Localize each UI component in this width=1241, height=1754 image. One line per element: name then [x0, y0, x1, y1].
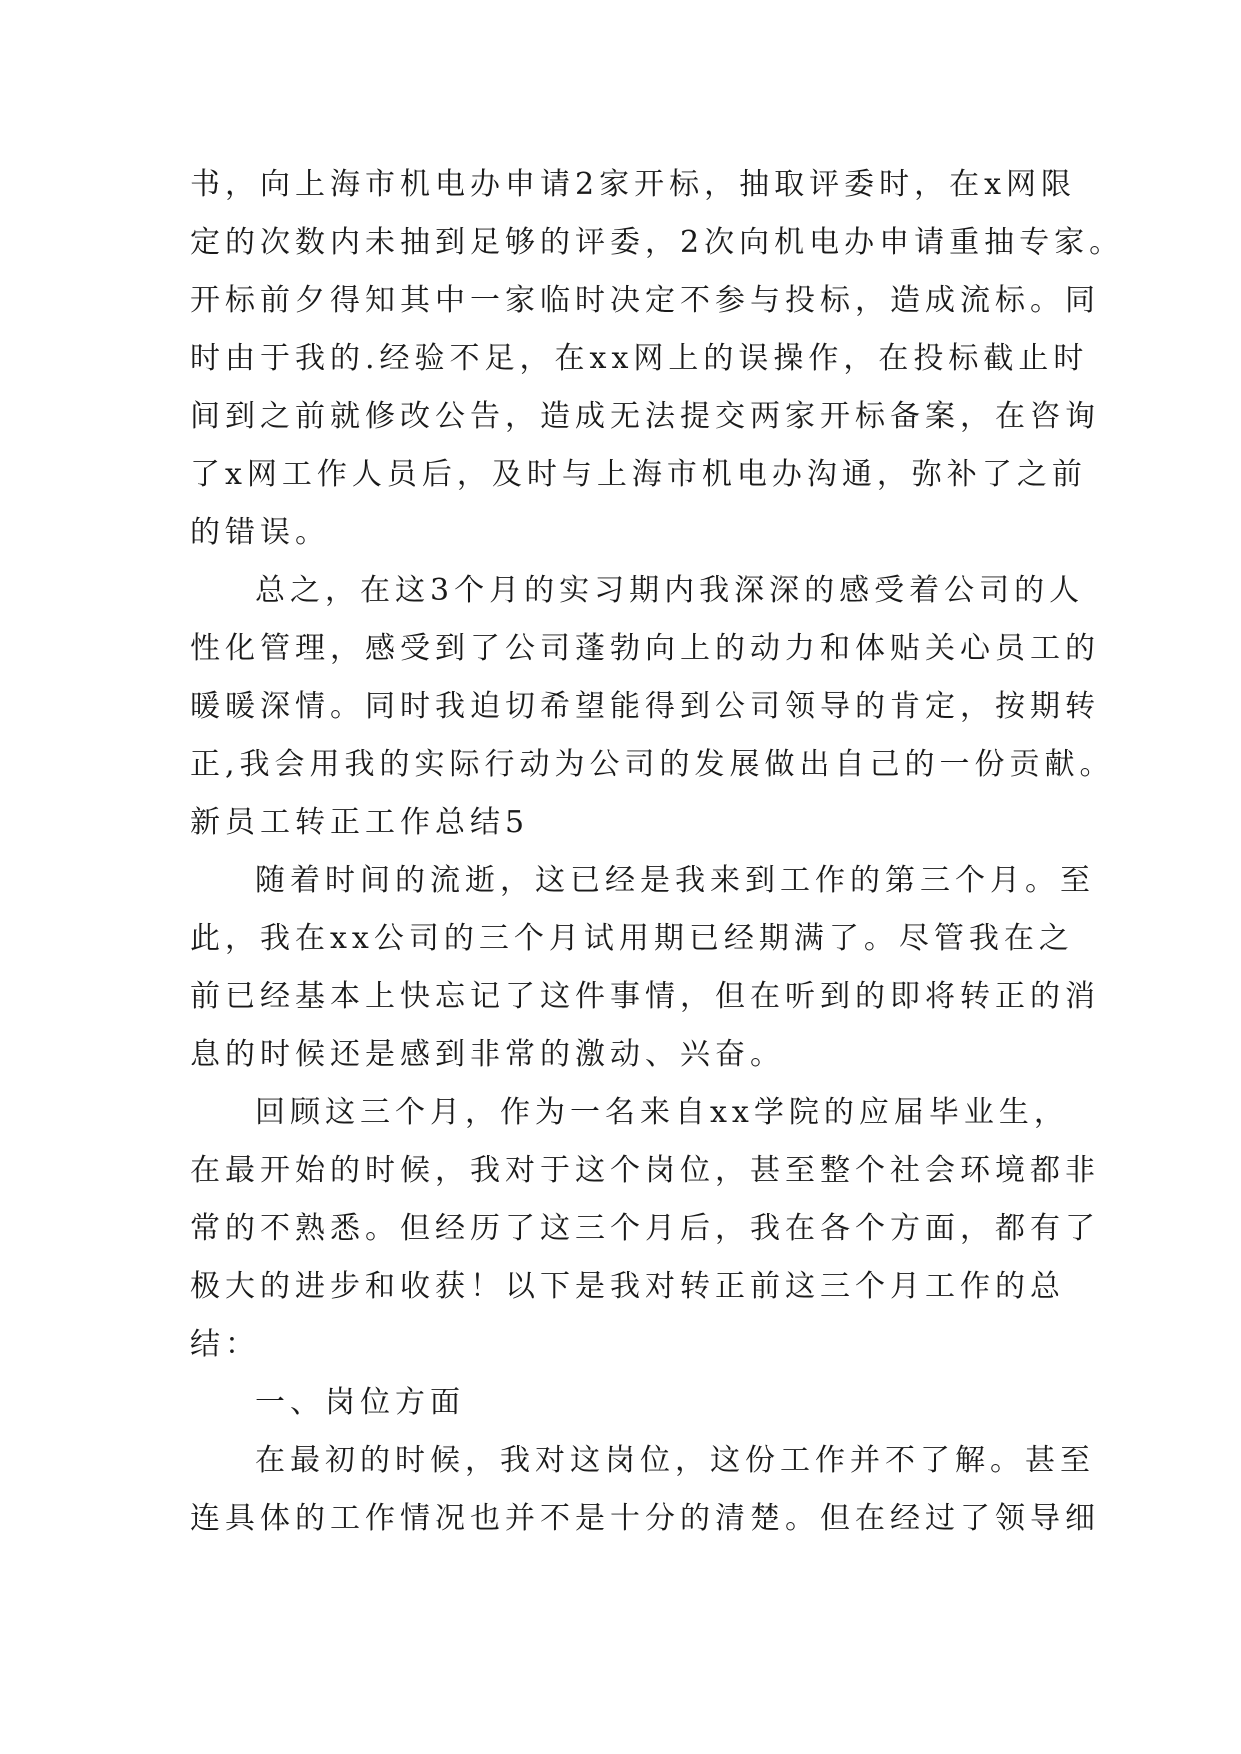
text-line: 前已经基本上快忘记了这件事情，但在听到的即将转正的消: [190, 979, 1100, 1014]
text-line: 书，向上海市机电办申请2家开标，抽取评委时，在x网限: [190, 167, 1077, 202]
text-line: 间到之前就修改公告，造成无法提交两家开标备案，在咨询: [190, 399, 1100, 434]
text-line: 性化管理，感受到了公司蓬勃向上的动力和体贴关心员工的: [190, 631, 1100, 666]
text-line: 结：: [190, 1327, 260, 1362]
text-line: 极大的进步和收获！以下是我对转正前这三个月工作的总: [190, 1269, 1065, 1304]
subsection-heading: 一、岗位方面: [255, 1385, 465, 1420]
paragraph-first-line: 随着时间的流逝，这已经是我来到工作的第三个月。至: [255, 863, 1095, 898]
section-title: 新员工转正工作总结5: [190, 805, 530, 840]
paragraph-first-line: 回顾这三个月，作为一名来自xx学院的应届毕业生，: [255, 1095, 1069, 1130]
text-line: 连具体的工作情况也并不是十分的清楚。但在经过了领导细: [190, 1501, 1100, 1536]
text-line: 暖暖深情。同时我迫切希望能得到公司领导的肯定，按期转: [190, 689, 1100, 724]
text-line: 此，我在xx公司的三个月试用期已经期满了。尽管我在之: [190, 921, 1074, 956]
text-line: 开标前夕得知其中一家临时决定不参与投标，造成流标。同: [190, 283, 1100, 318]
paragraph-first-line: 总之，在这3个月的实习期内我深深的感受着公司的人: [255, 573, 1085, 608]
text-line: 时由于我的.经验不足，在xx网上的误操作，在投标截止时: [190, 341, 1089, 376]
text-line: 常的不熟悉。但经历了这三个月后，我在各个方面，都有了: [190, 1211, 1100, 1246]
text-line: 息的时候还是感到非常的激动、兴奋。: [190, 1037, 785, 1072]
text-line: 定的次数内未抽到足够的评委，2次向机电办申请重抽专家。: [190, 225, 1125, 260]
text-line: 的错误。: [190, 515, 330, 550]
text-line: 了x网工作人员后，及时与上海市机电办沟通，弥补了之前: [190, 457, 1087, 492]
text-line: 正,我会用我的实际行动为公司的发展做出自己的一份贡献。: [190, 747, 1115, 782]
paragraph-first-line: 在最初的时候，我对这岗位，这份工作并不了解。甚至: [255, 1443, 1095, 1478]
text-line: 在最开始的时候，我对于这个岗位，甚至整个社会环境都非: [190, 1153, 1100, 1188]
